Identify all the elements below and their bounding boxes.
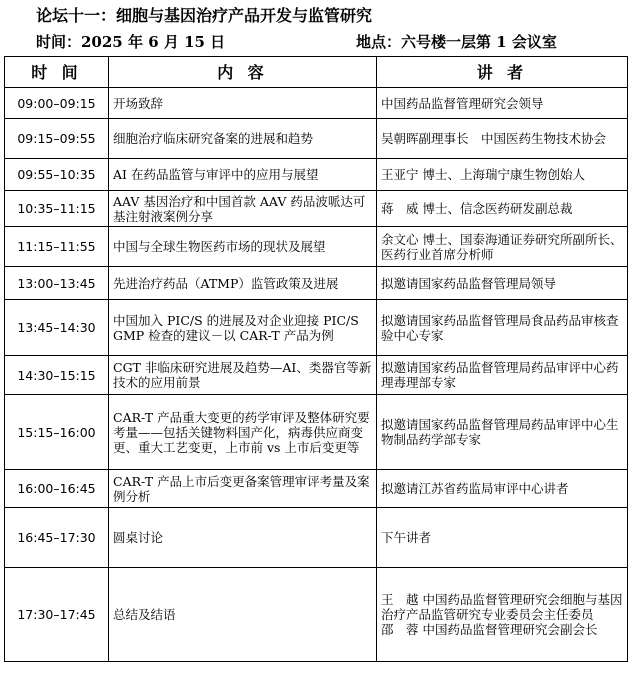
agenda-table bbox=[4, 56, 628, 662]
row-time: 14:30–15:15 bbox=[5, 356, 109, 395]
column-header-speaker: 讲者 bbox=[377, 57, 628, 88]
row-content: 中国与全球生物医药市场的现状及展望 bbox=[109, 227, 377, 267]
row-speaker: 蒋 威 博士、信念医药研发副总裁 bbox=[377, 191, 628, 227]
row-time: 11:15–11:55 bbox=[5, 227, 109, 267]
row-speaker: 中国药品监督管理研究会领导 bbox=[377, 88, 628, 119]
row-time: 09:15–09:55 bbox=[5, 119, 109, 159]
column-header-content: 内容 bbox=[109, 57, 377, 88]
row-speaker: 吴朝晖副理事长 中国医药生物技术协会 bbox=[377, 119, 628, 159]
row-content: 总结及结语 bbox=[109, 568, 377, 662]
column-header-time: 时间 bbox=[5, 57, 109, 88]
forum-venue: 地点：六号楼一层第 1 会议室 bbox=[356, 33, 557, 51]
agenda-header-row bbox=[5, 57, 628, 88]
row-time: 09:55–10:35 bbox=[5, 159, 109, 191]
row-speaker: 下午讲者 bbox=[377, 508, 628, 568]
row-content: CGT 非临床研究进展及趋势—AI、类器官等新技术的应用前景 bbox=[109, 356, 377, 395]
row-time: 13:00–13:45 bbox=[5, 267, 109, 300]
table-row bbox=[5, 267, 628, 300]
row-speaker: 拟邀请国家药品监督管理局领导 bbox=[377, 267, 628, 300]
table-row bbox=[5, 88, 628, 119]
table-row bbox=[5, 159, 628, 191]
table-row bbox=[5, 300, 628, 356]
row-time: 09:00–09:15 bbox=[5, 88, 109, 119]
table-row bbox=[5, 395, 628, 470]
table-row bbox=[5, 470, 628, 508]
row-content: 中国加入 PIC/S 的进展及对企业迎接 PIC/S GMP 检查的建议－以 CAR-T 产品为例 bbox=[109, 300, 377, 356]
row-time: 15:15–16:00 bbox=[5, 395, 109, 470]
row-time: 17:30–17:45 bbox=[5, 568, 109, 662]
row-speaker: 拟邀请江苏省药监局审评中心讲者 bbox=[377, 470, 628, 508]
row-content: 开场致辞 bbox=[109, 88, 377, 119]
row-content: AAV 基因治疗和中国首款 AAV 药品波哌达可基注射液案例分享 bbox=[109, 191, 377, 227]
table-row bbox=[5, 356, 628, 395]
row-content: CAR-T 产品重大变更的药学审评及整体研究要考量——包括关键物料国产化，病毒供应商变更、重大工艺变更，上市前 vs 上市后变更等 bbox=[109, 395, 377, 470]
row-time: 10:35–11:15 bbox=[5, 191, 109, 227]
row-time: 16:00–16:45 bbox=[5, 470, 109, 508]
row-speaker: 余文心 博士、国泰海通证券研究所副所长、医药行业首席分析师 bbox=[377, 227, 628, 267]
row-speaker: 拟邀请国家药品监督管理局食品药品审核查验中心专家 bbox=[377, 300, 628, 356]
table-row bbox=[5, 568, 628, 662]
row-speaker: 王 越 中国药品监督管理研究会细胞与基因治疗产品监管研究专业委员会主任委员 邵 蓉 中国药品监督管理研究会副会长 bbox=[377, 568, 628, 662]
row-content: 圆桌讨论 bbox=[109, 508, 377, 568]
row-content: 先进治疗药品（ATMP）监管政策及进展 bbox=[109, 267, 377, 300]
row-content: CAR-T 产品上市后变更备案管理审评考量及案例分析 bbox=[109, 470, 377, 508]
row-time: 16:45–17:30 bbox=[5, 508, 109, 568]
table-row bbox=[5, 191, 628, 227]
row-time: 13:45–14:30 bbox=[5, 300, 109, 356]
row-speaker: 拟邀请国家药品监督管理局药品审评中心药理毒理部专家 bbox=[377, 356, 628, 395]
row-speaker: 拟邀请国家药品监督管理局药品审评中心生物制品药学部专家 bbox=[377, 395, 628, 470]
table-row bbox=[5, 508, 628, 568]
table-row bbox=[5, 227, 628, 267]
forum-title: 论坛十一：细胞与基因治疗产品开发与监管研究 bbox=[36, 6, 373, 25]
row-content: AI 在药品监管与审评中的应用与展望 bbox=[109, 159, 377, 191]
table-row bbox=[5, 119, 628, 159]
row-speaker: 王亚宁 博士、上海瑞宁康生物创始人 bbox=[377, 159, 628, 191]
forum-date: 时间：2025 年 6 月 15 日 bbox=[36, 33, 226, 51]
row-content: 细胞治疗临床研究备案的进展和趋势 bbox=[109, 119, 377, 159]
